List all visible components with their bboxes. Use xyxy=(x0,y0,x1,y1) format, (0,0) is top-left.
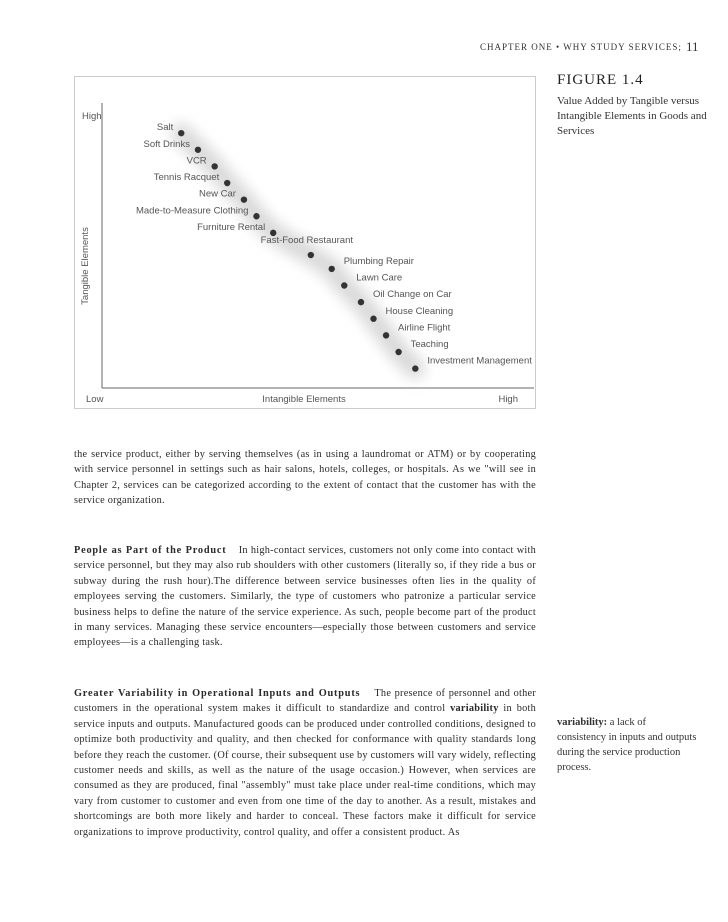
data-label-11: House Cleaning xyxy=(385,305,454,317)
paragraph-3 xyxy=(74,686,536,840)
x-axis-title: Intangible Elements xyxy=(262,394,346,405)
data-point-3 xyxy=(224,180,230,186)
paragraph-2-heading: People as Part of the Product xyxy=(74,545,227,556)
page-number: 11 xyxy=(686,39,699,54)
data-label-5: Made-to-Measure Clothing xyxy=(135,205,249,217)
paragraph-3-text-a: The presence of personnel and other customers in the operational system makes it difficult to standardize and control xyxy=(74,688,537,715)
data-point-0 xyxy=(178,130,184,136)
glossary-term: variability: xyxy=(557,717,608,728)
tangibility-spectrum-chart xyxy=(74,76,536,409)
glossary-definition: a lack of consistency in inputs and outputs during the service production process. xyxy=(557,717,697,773)
data-point-2 xyxy=(211,163,217,169)
data-label-3: Tennis Racquet xyxy=(153,172,220,184)
data-label-7: Fast-Food Restaurant xyxy=(260,235,354,247)
margin-glossary xyxy=(557,715,697,775)
data-point-12 xyxy=(383,332,389,338)
y-axis-title: Tangible Elements xyxy=(80,227,91,305)
data-point-9 xyxy=(341,282,347,288)
running-head: CHAPTER ONE • WHY STUDY SERVICES; xyxy=(480,42,682,52)
data-point-11 xyxy=(370,316,376,322)
data-label-14: Investment Management xyxy=(427,355,532,367)
data-point-7 xyxy=(308,252,314,258)
data-label-10: Oil Change on Car xyxy=(372,289,452,301)
data-point-14 xyxy=(412,365,418,371)
figure-title: FIGURE 1.4 xyxy=(557,72,644,88)
paragraph-2-text: In high-contact services, customers not only come into contact with service personnel, but they may also rub shoulders with other customers (literally so, if they ride a bus or subway during the rush hour).The difference between service businesses often lies in the quality of employees serving the customers. Similarly, the type of customers who patronize a particular service business helps to define the nature of the service experience. As such, people become part of the product in many services. Managing these service encounters—especially those between customers and service employees—is a challenging task. xyxy=(74,545,537,649)
data-label-6: Furniture Rental xyxy=(197,221,266,233)
paragraph-3-text-b: in both service inputs and outputs. Manufactured goods can be produced under controlled conditions, designed to optimize both productivity and quality, and then checked for conformance with quality standards long before they reach the customer. (Of course, their subsequent use by customers will vary widely, reflecting customer needs and skills, as well as the nature of the usage occasion.) However, when services are consumed as they are produced, final "assembly" must take place under real-time conditions, which may vary from customer to customer and even from one time of the day to another. As a result, mistakes and shortcomings are both more likely and harder to conceal. These factors make it difficult for service organizations to improve productivity, control quality, and offer a consistent product. As xyxy=(74,703,537,838)
data-label-4: New Car xyxy=(198,188,236,200)
data-point-13 xyxy=(395,349,401,355)
data-point-4 xyxy=(241,196,247,202)
data-label-2: VCR xyxy=(186,155,207,167)
data-point-5 xyxy=(253,213,259,219)
figure-caption: Value Added by Tangible versus Intangible Elements in Goods and Services xyxy=(557,95,707,137)
x-high-label: High xyxy=(498,394,518,405)
data-label-9: Lawn Care xyxy=(356,272,403,284)
data-label-13: Teaching xyxy=(410,338,449,350)
paragraph-2 xyxy=(74,543,536,651)
key-term-variability: variability xyxy=(450,703,499,715)
data-point-10 xyxy=(358,299,364,305)
data-point-8 xyxy=(329,266,335,272)
data-label-8: Plumbing Repair xyxy=(343,255,414,267)
data-label-0: Salt xyxy=(156,122,174,134)
paragraph-3-heading: Greater Variability in Operational Inputs and Outputs xyxy=(74,688,361,699)
y-high-label: High xyxy=(82,111,102,122)
data-point-1 xyxy=(195,147,201,153)
figure-chart xyxy=(74,76,536,409)
paragraph-1 xyxy=(74,447,536,509)
data-label-12: Airline Flight xyxy=(398,322,451,334)
paragraph-1-text: the service product, either by serving themselves (as in using a laundromat or ATM) or by cooperating with service personnel in settings such as hair salons, hotels, colleges, or hospitals. As we "will see in Chapter 2, services can be categorized according to the extent of contact that the customer has with the service organization. xyxy=(74,449,536,507)
x-low-label: Low xyxy=(86,394,104,405)
data-label-1: Soft Drinks xyxy=(143,138,190,150)
